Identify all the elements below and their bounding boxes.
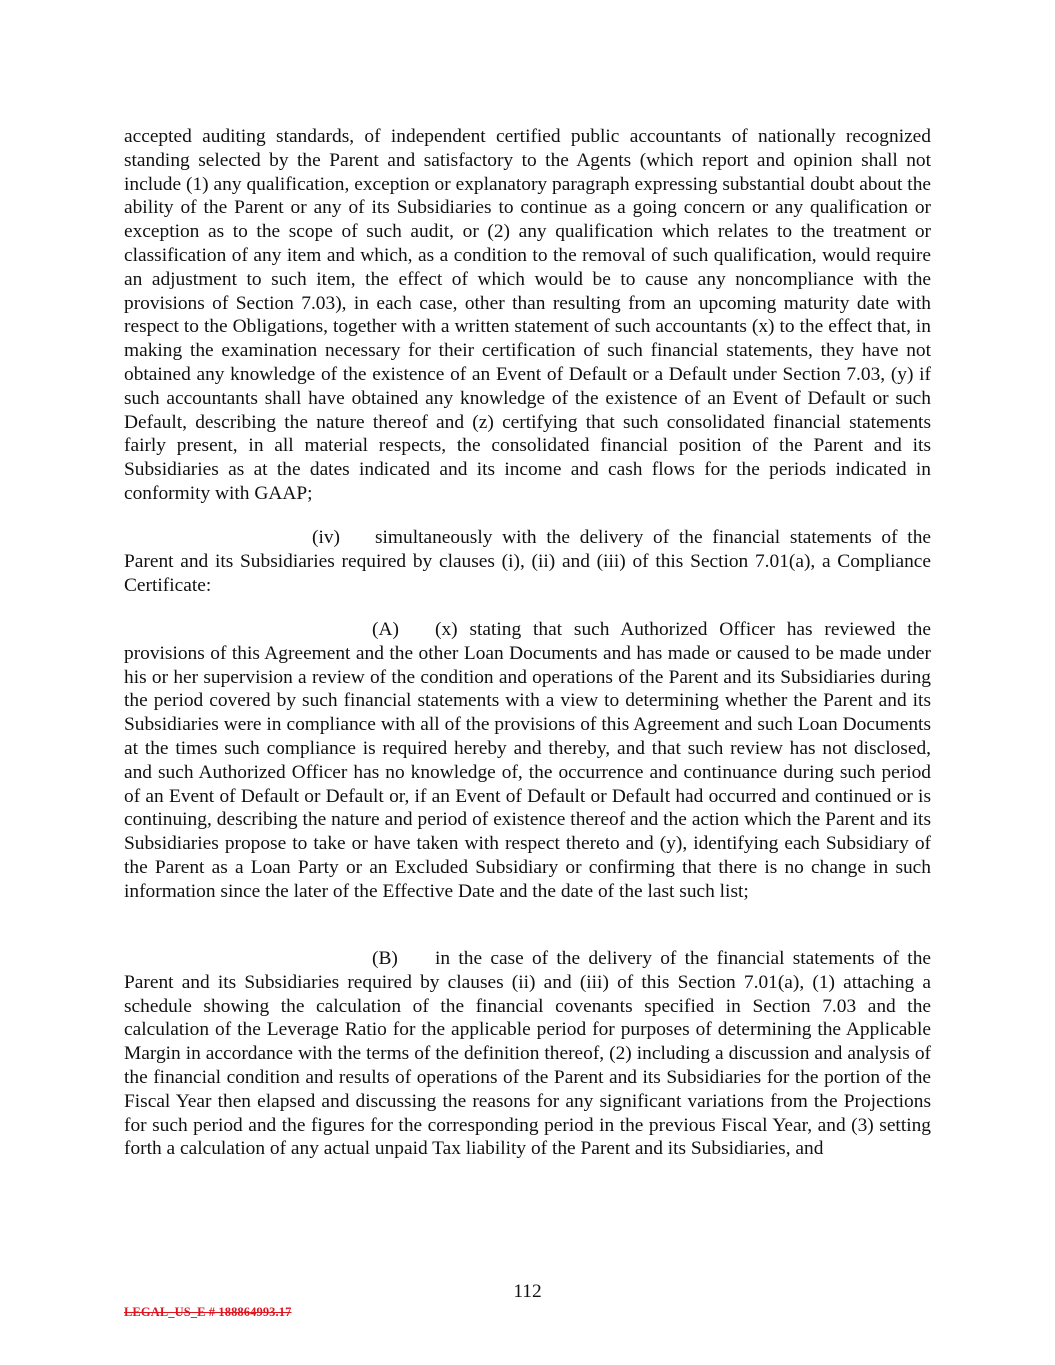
clause-marker: (A)	[372, 619, 399, 640]
paragraph-body	[124, 618, 931, 904]
paragraph-audit-report	[124, 125, 931, 506]
paragraph-text: in the case of the delivery of the financial statements of the Parent and its Subsidiaries required by clauses (ii) and (iii) of this Section 7.01(a), (1) attaching a schedule showing the calculation of the financial covenants specified in Section 7.03 and the calculation of the Leverage Ratio for the applicable period for purposes of determining the Applicable Margin in accordance with the terms of the definition thereof, (2) including a discussion and analysis of the financial condition and results of operations of the Parent and its Subsidiaries for the portion of the Fiscal Year then elapsed and discussing the reasons for any significant variations from the Projections for such period and the figures for the corresponding period in the previous Fiscal Year, and (3) setting forth a calculation of any actual unpaid Tax liability of the Parent and its Subsidiaries, and	[124, 948, 931, 1160]
paragraph-clause-iv	[124, 526, 931, 597]
paragraph-clause-B	[124, 947, 931, 1161]
paragraph-clause-A	[124, 618, 931, 904]
page-number: 112	[513, 1281, 542, 1302]
paragraph-text: simultaneously with the delivery of the financial statements of the Parent and its Subsidiaries required by clauses (i), (ii) and (iii) of this Section 7.01(a), a Compliance Certificate:	[124, 527, 931, 596]
clause-marker: (iv)	[312, 527, 340, 548]
paragraph-body	[124, 947, 931, 1161]
document-id-footer: LEGAL_US_E # 188864993.17	[124, 1305, 292, 1319]
paragraph-text: accepted auditing standards, of independent certified public accountants of nationally recognized standing selected by the Parent and satisfactory to the Agents (which report and opinion shall not include (1) any qualification, exception or explanatory paragraph expressing substantial doubt about the ability of the Parent or any of its Subsidiaries to continue as a going concern or any qualification or exception as to the scope of such audit, or (2) any qualification which relates to the treatment or classification of any item and which, as a condition to the removal of such qualification, would require an adjustment to such item, the effect of which would be to cause any noncompliance with the provisions of Section 7.03), in each case, other than resulting from an upcoming maturity date with respect to the Obligations, together with a written statement of such accountants (x) to the effect that, in making the examination necessary for their certification of such financial statements, they have not obtained any knowledge of the existence of an Event of Default or a Default under Section 7.03, (y) if such accountants shall have obtained any knowledge of the existence of an Event of Default or such Default, describing the nature thereof and (z) certifying that such consolidated financial statements fairly present, in all material respects, the consolidated financial position of the Parent and its Subsidiaries as at the dates indicated and its income and cash flows for the periods indicated in conformity with GAAP;	[124, 126, 931, 504]
clause-marker: (B)	[372, 948, 398, 969]
paragraph-text: (x) stating that such Authorized Officer has reviewed the provisions of this Agreement and the other Loan Documents and has made or caused to be made under his or her supervision a review of the condition and operations of the Parent and its Subsidiaries during the period covered by such financial statements with a view to determining whether the Parent and its Subsidiaries were in compliance with all of the provisions of this Agreement and such Loan Documents at the times such compliance is required hereby and thereby, and that such review has not disclosed, and such Authorized Officer has no knowledge of, the occurrence and continuance during such period of an Event of Default or Default or, if an Event of Default or Default had occurred and continued or is continuing, describing the nature and period of existence thereof and the action which the Parent and its Subsidiaries propose to take or have taken with respect thereto and (y), identifying each Subsidiary of the Parent as a Loan Party or an Excluded Subsidiary or confirming that there is no change in such information since the later of the Effective Date and the date of the last such list;	[124, 619, 931, 902]
paragraph-body	[124, 526, 931, 597]
